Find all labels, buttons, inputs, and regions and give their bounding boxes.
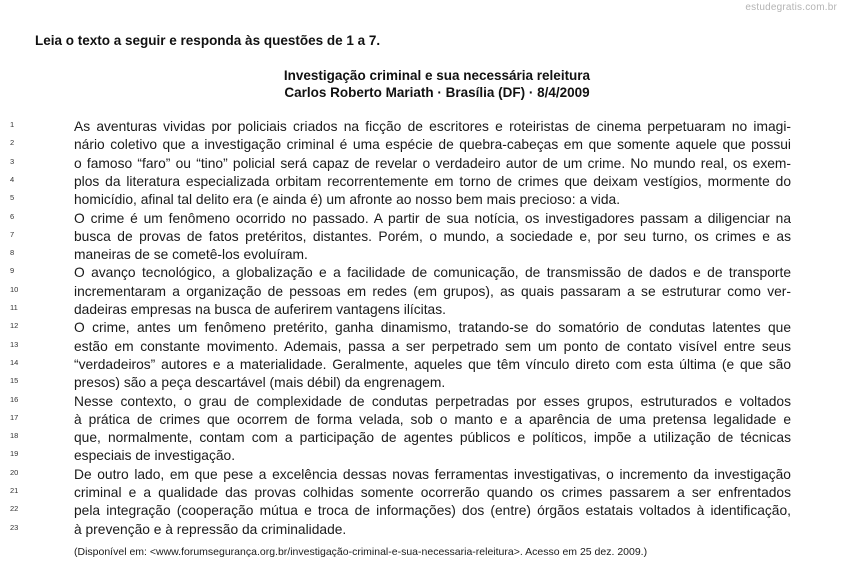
text-line: pela integração (cooperação mútua e troca de informações) dos (entre) órgãos estatais voltados à identificação, <box>74 503 791 519</box>
text-line: que, normalmente, contam com a participação de agentes públicos e políticos, impõe a utilização de técnicas <box>74 430 791 446</box>
text-line: criminal e a qualidade das provas colhidas somente ocorrerão quando os crimes passarem a ser enfrentados <box>74 485 791 500</box>
line-number: 22 <box>10 504 19 514</box>
line-number: 21 <box>10 486 19 495</box>
line-number: 4 <box>10 174 15 184</box>
watermark: estudegratis.com.br <box>745 2 837 13</box>
line-number: 2 <box>10 138 15 148</box>
line-number: 19 <box>10 449 19 459</box>
line-number: 14 <box>10 357 19 367</box>
article-title: Investigação criminal e sua necessária releitura <box>283 68 591 83</box>
text-line: o famoso “faro” ou “tino” policial será capaz de revelar o verdadeiro autor de um crime. No mundo real, os exem- <box>74 155 791 171</box>
line-number: 10 <box>10 284 19 294</box>
line-number: 7 <box>10 229 15 239</box>
source-citation: (Disponível em: <www.forumsegurança.org.br/investigação-criminal-e-sua-necessaria-releitura>. Acesso em 25 dez. 2009.) <box>74 546 648 558</box>
text-line: O crime é um fenômeno ocorrido no passado. A partir de sua notícia, os investigadores passam a diligenciar na <box>74 210 791 226</box>
text-line: presos) são a peça descartável (mais débil) da engrenagem. <box>74 375 446 391</box>
text-line: De outro lado, em que pese a excelência dessas novas ferramentas investigativas, o incremento da investigação <box>74 466 791 482</box>
text-line: maneiras de se cometê-los evoluíram. <box>74 247 308 263</box>
text-line: à prevenção e à repressão da criminalidade. <box>74 521 347 537</box>
line-number: 3 <box>10 156 15 166</box>
text-line: especiais de investigação. <box>74 448 236 464</box>
line-number: 23 <box>10 522 19 532</box>
line-number: 13 <box>10 339 19 349</box>
line-number: 12 <box>10 321 19 331</box>
text-line: O crime, antes um fenômeno pretérito, ganha dinamismo, tratando-se do somatório de condutas latentes que <box>74 320 791 336</box>
article-byline: Carlos Roberto Mariath · Brasília (DF) · 8/4/2009 <box>284 85 590 100</box>
line-number: 9 <box>10 266 15 276</box>
line-number: 16 <box>10 394 19 404</box>
text-line: O avanço tecnológico, a globalização e a facilidade de comunicação, de transmissão de dados e de transporte <box>74 265 791 281</box>
text-line: Nesse contexto, o grau de complexidade de condutas perpetradas por esses grupos, estruturados e voltados <box>74 393 791 409</box>
text-line: à prática de crimes que ocorrem de forma velada, sob o manto e a aparência de uma pretensa legalidade e <box>74 411 791 427</box>
line-number: 6 <box>10 211 15 221</box>
line-number: 17 <box>10 412 19 422</box>
text-line: homicídio, afinal tal delito era (e ainda é) um afronte ao nosso bem mais precioso: a vida. <box>74 192 621 208</box>
text-line: nário coletivo que a investigação criminal é uma espécie de quebra-cabeças em que somente aquele que possui <box>74 137 791 153</box>
instruction-heading: Leia o texto a seguir e responda às questões de 1 a 7. <box>35 33 381 48</box>
line-number: 18 <box>10 431 19 441</box>
text-line: As aventuras vividas por policiais criados na ficção de escritores e roteiristas de cinema perpetuaram no imagi- <box>74 119 791 134</box>
line-number: 20 <box>10 467 19 477</box>
text-line: estão em constante movimento. Ademais, passa a ser perpetrado sem um ponto de contato visível entre seus <box>74 338 791 354</box>
line-number: 15 <box>10 376 19 386</box>
line-number: 5 <box>10 193 15 203</box>
line-number: 8 <box>10 248 15 258</box>
line-number: 1 <box>10 120 15 129</box>
text-line: plos da literatura especializada orbitam recorrentemente em torno de crimes que deixam vestígios, mormente do <box>74 173 791 189</box>
article-header <box>0 67 847 101</box>
text-line: “verdadeiros” autores e a materialidade. Geralmente, aqueles que têm vínculo direto com esta última (e que são <box>74 356 791 372</box>
text-line: dadeiras empresas na busca de auferirem vantagens ilícitas. <box>74 302 446 317</box>
line-number: 11 <box>10 303 18 312</box>
text-line: incrementaram a organização de pessoas em redes (em grupos), as quais passaram a se estruturar como ver- <box>74 283 791 299</box>
text-line: busca de provas de fatos pretéritos, distantes. Porém, o mundo, a sociedade e, por seu turno, os crimes e as <box>74 228 791 244</box>
